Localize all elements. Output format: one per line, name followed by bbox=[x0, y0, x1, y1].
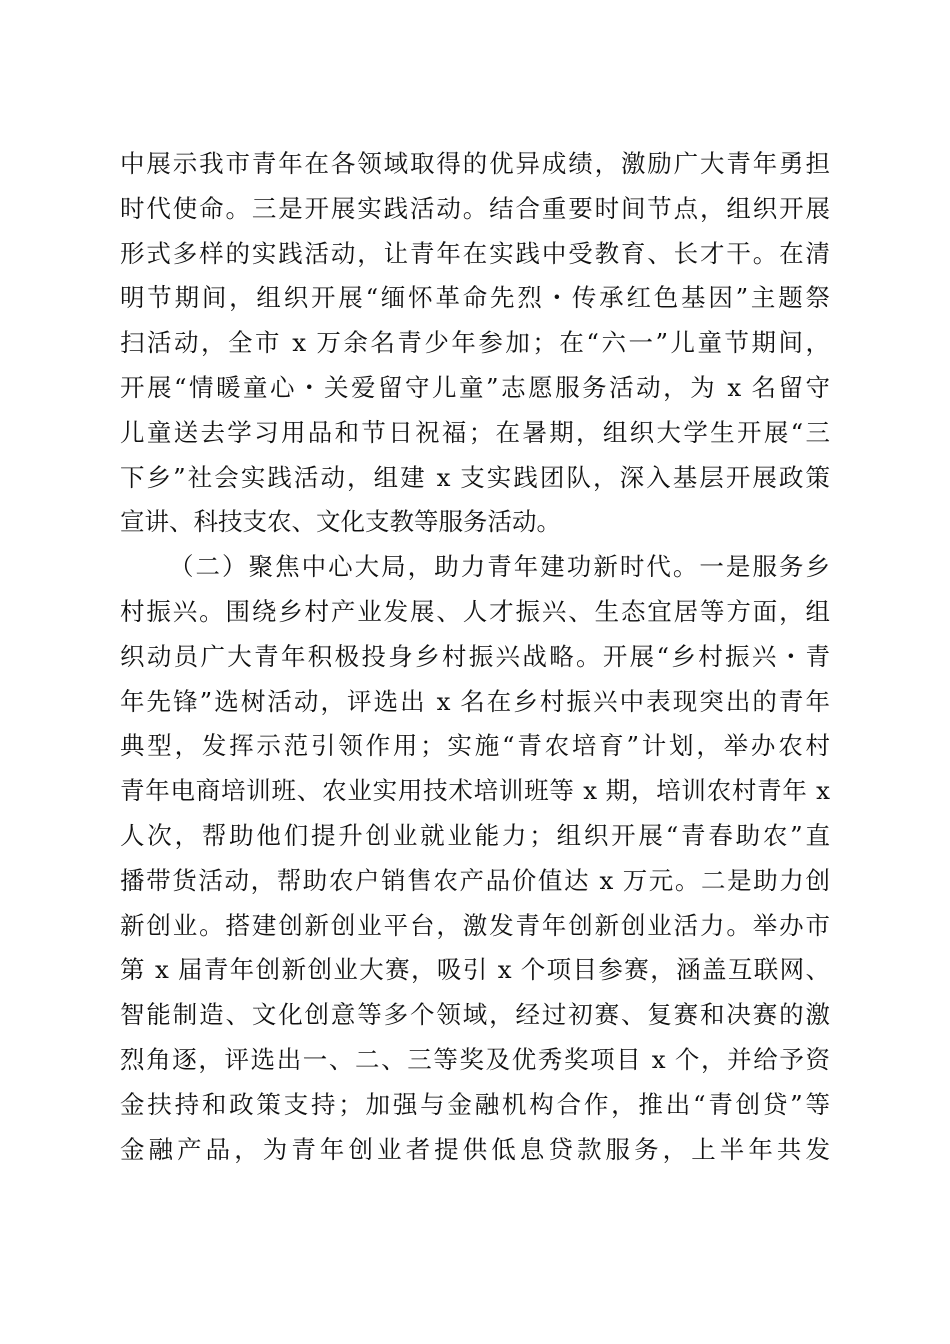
paragraph-line: 金融产品，为青年创业者提供低息贷款服务，上半年共发 bbox=[120, 1134, 830, 1164]
paragraph-line: 形式多样的实践活动，让青年在实践中受教育、长才干。在清 bbox=[120, 238, 830, 268]
paragraph-line: 烈角逐，评选出一、二、三等奖及优秀奖项目 x 个，并给予资 bbox=[120, 1044, 830, 1074]
paragraph-1 bbox=[120, 142, 830, 545]
paragraph-line: 宣讲、科技支农、文化支教等服务活动。 bbox=[120, 507, 561, 537]
paragraph-line: 第 x 届青年创新创业大赛，吸引 x 个项目参赛，涵盖互联网、 bbox=[120, 955, 830, 985]
paragraph-line: 扫活动，全市 x 万余名青少年参加；在“六一”儿童节期间， bbox=[120, 328, 830, 358]
paragraph-line: 播带货活动，帮助农户销售农产品价值达 x 万元。二是助力创 bbox=[120, 865, 830, 895]
paragraph-line: 织动员广大青年积极投身乡村振兴战略。开展“乡村振兴・青 bbox=[120, 641, 830, 671]
paragraph-line: 村振兴。围绕乡村产业发展、人才振兴、生态宜居等方面，组 bbox=[120, 596, 830, 626]
paragraph-line: 中展示我市青年在各领域取得的优异成绩，激励广大青年勇担 bbox=[120, 149, 830, 178]
paragraph-line: 儿童送去学习用品和节日祝福；在暑期，组织大学生开展“三 bbox=[120, 417, 830, 447]
document-body bbox=[120, 142, 830, 1172]
section-heading-line: （二）聚焦中心大局，助力青年建功新时代。一是服务乡 bbox=[169, 552, 830, 582]
paragraph-line: 青年电商培训班、农业实用技术培训班等 x 期，培训农村青年 x bbox=[120, 776, 830, 806]
paragraph-2 bbox=[120, 545, 830, 1172]
paragraph-line: 典型，发挥示范引领作用；实施“青农培育”计划，举办农村 bbox=[120, 731, 830, 761]
paragraph-line: 人次，帮助他们提升创业就业能力；组织开展“青春助农”直 bbox=[120, 820, 830, 850]
paragraph-line: 明节期间，组织开展“缅怀革命先烈・传承红色基因”主题祭 bbox=[120, 283, 830, 313]
paragraph-line: 下乡”社会实践活动，组建 x 支实践团队，深入基层开展政策 bbox=[120, 462, 830, 492]
paragraph-line: 开展“情暖童心・关爱留守儿童”志愿服务活动，为 x 名留守 bbox=[120, 372, 830, 402]
paragraph-line: 金扶持和政策支持；加强与金融机构合作，推出“青创贷”等 bbox=[120, 1089, 830, 1119]
paragraph-line: 时代使命。三是开展实践活动。结合重要时间节点，组织开展 bbox=[120, 193, 830, 223]
paragraph-line: 新创业。搭建创新创业平台，激发青年创新创业活力。举办市 bbox=[120, 910, 830, 940]
paragraph-line: 智能制造、文化创意等多个领域，经过初赛、复赛和决赛的激 bbox=[120, 1000, 830, 1030]
paragraph-line: 年先锋”选树活动，评选出 x 名在乡村振兴中表现突出的青年 bbox=[120, 686, 830, 716]
